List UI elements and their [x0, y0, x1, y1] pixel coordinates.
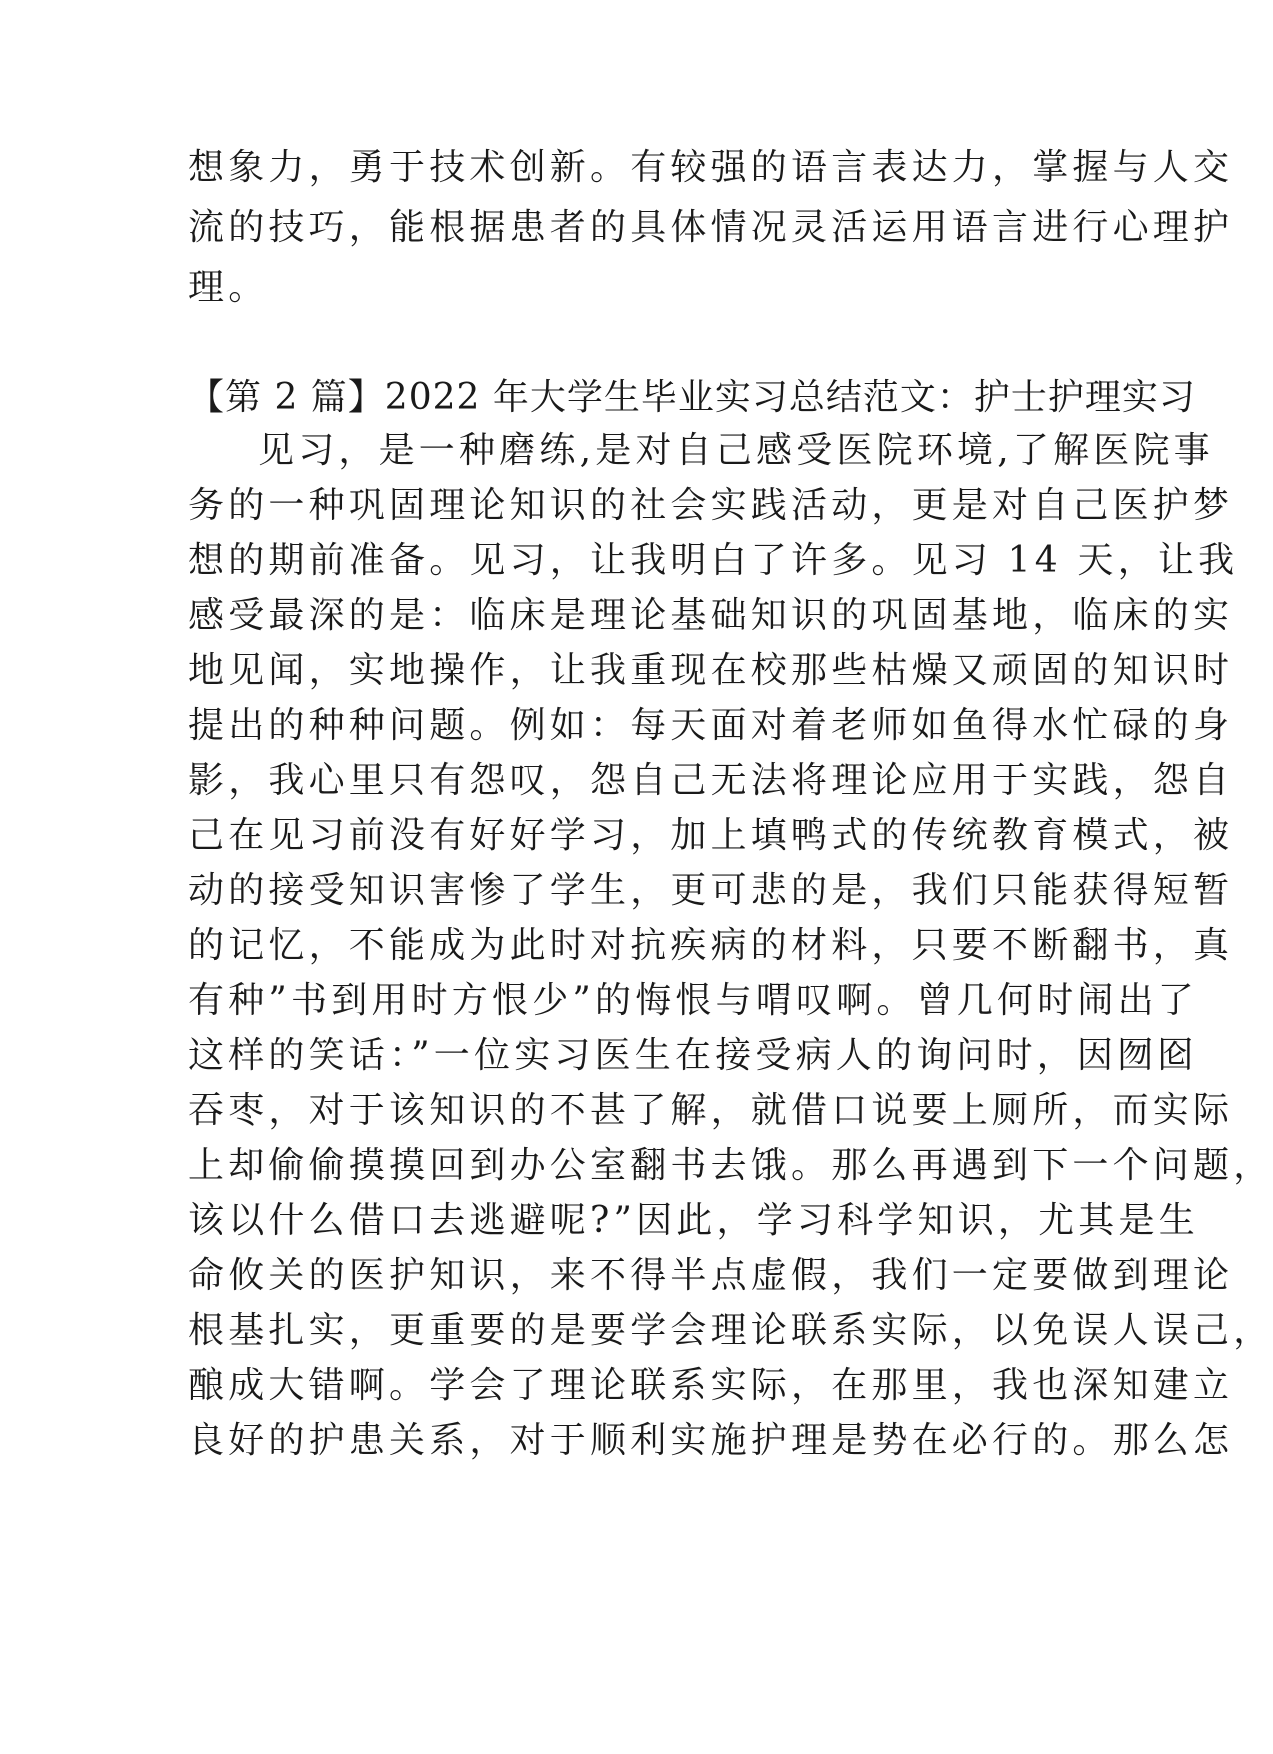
paragraph-line: 理。 [188, 267, 269, 308]
section-heading: 【第 2 篇】2022 年大学生毕业实习总结范文：护士护理实习 [188, 377, 1196, 418]
paragraph-line: 务的一种巩固理论知识的社会实践活动，更是对自己医护梦 [188, 485, 1234, 526]
paragraph-line: 命攸关的医护知识，来不得半点虚假，我们一定要做到理论 [188, 1255, 1234, 1296]
paragraph-line: 感受最深的是：临床是理论基础知识的巩固基地，临床的实 [188, 595, 1234, 636]
paragraph-line: 有种”书到用时方恨少”的悔恨与喟叹啊。曾几何时闹出了 [188, 980, 1199, 1021]
paragraph-line: 想的期前准备。见习，让我明白了许多。见习 14 天，让我 [188, 540, 1239, 581]
paragraph-line: 动的接受知识害惨了学生，更可悲的是，我们只能获得短暂 [188, 870, 1234, 911]
paragraph-line: 地见闻，实地操作，让我重现在校那些枯燥又顽固的知识时 [188, 650, 1234, 691]
paragraph-line: 己在见习前没有好好学习，加上填鸭式的传统教育模式，被 [188, 815, 1234, 856]
paragraph-line: 影，我心里只有怨叹，怨自己无法将理论应用于实践，怨自 [188, 760, 1234, 801]
paragraph-line: 这样的笑话：”一位实习医生在接受病人的询问时，因囫囵 [188, 1035, 1198, 1076]
paragraph-line: 想象力，勇于技术创新。有较强的语言表达力，掌握与人交 [188, 147, 1234, 188]
paragraph-line: 根基扎实，更重要的是要学会理论联系实际，以免误人误己， [188, 1310, 1273, 1351]
paragraph-line: 良好的护患关系，对于顺利实施护理是势在必行的。那么怎 [188, 1420, 1234, 1461]
paragraph-line: 提出的种种问题。例如：每天面对着老师如鱼得水忙碌的身 [188, 705, 1234, 746]
paragraph-line: 的记忆，不能成为此时对抗疾病的材料，只要不断翻书，真 [188, 925, 1234, 966]
paragraph-line: 吞枣，对于该知识的不甚了解，就借口说要上厕所，而实际 [188, 1090, 1234, 1131]
paragraph-line: 见习，是一种磨练,是对自己感受医院环境,了解医院事 [258, 430, 1214, 471]
paragraph-line: 流的技巧，能根据患者的具体情况灵活运用语言进行心理护 [188, 207, 1234, 248]
paragraph-line: 该以什么借口去逃避呢?”因此，学习科学知识，尤其是生 [188, 1200, 1199, 1241]
paragraph-line: 酿成大错啊。学会了理论联系实际，在那里，我也深知建立 [188, 1365, 1234, 1406]
paragraph-line: 上却偷偷摸摸回到办公室翻书去饿。那么再遇到下一个问题， [188, 1145, 1273, 1186]
